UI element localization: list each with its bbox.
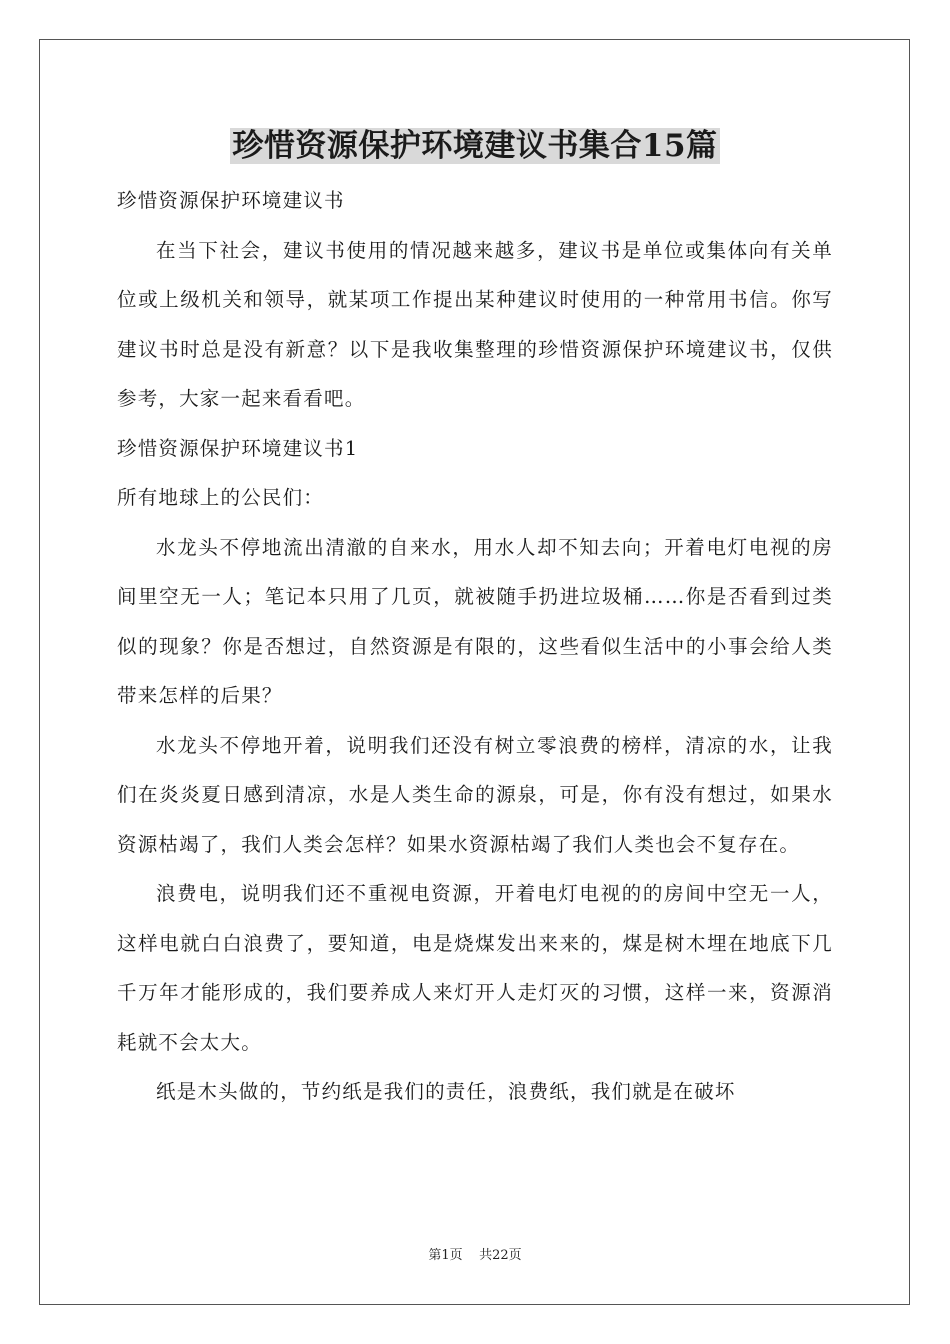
salutation: 所有地球上的公民们： [117, 486, 325, 509]
section-heading: 珍惜资源保护环境建议书1 [117, 436, 359, 460]
document-title-text: 珍惜资源保护环境建议书集合15篇 [232, 128, 718, 164]
body-paragraph: 在当下社会，建议书使用的情况越来越多，建议书是单位或集体向有关单位或上级机关和领导，就某项工作提出某种建议时使用的一种常用书信。你写建议书时总是没有新意？以下是我收集整理的珍惜资源保护环境建议书，仅供参考，大家一起来看看吧。 [117, 238, 833, 410]
section-heading: 珍惜资源保护环境建议书 [117, 189, 345, 212]
body-paragraph: 纸是木头做的，节约纸是我们的责任，浪费纸，我们就是在破坏 [156, 1080, 736, 1103]
document-body [117, 176, 833, 1117]
document-title [0, 124, 950, 168]
page-number-footer: 第1页 共22页 [428, 1248, 522, 1263]
body-paragraph: 浪费电，说明我们还不重视电资源，开着电灯电视的的房间中空无一人，这样电就白白浪费了，要知道，电是烧煤发出来来的，煤是树木埋在地底下几千万年才能形成的，我们要养成人来灯开人走灯灭的习惯，这样一来，资源消耗就不会太大。 [117, 882, 833, 1054]
body-paragraph: 水龙头不停地开着，说明我们还没有树立零浪费的榜样，清凉的水，让我们在炎炎夏日感到清凉，水是人类生命的源泉，可是，你有没有想过，如果水资源枯竭了，我们人类会怎样？如果水资源枯竭了我们人类也会不复存在。 [117, 733, 833, 856]
body-paragraph: 水龙头不停地流出清澈的自来水，用水人却不知去向；开着电灯电视的房间里空无一人；笔记本只用了几页，就被随手扔进垃圾桶……你是否看到过类似的现象？你是否想过，自然资源是有限的，这些看似生活中的小事会给人类带来怎样的后果？ [117, 535, 833, 707]
